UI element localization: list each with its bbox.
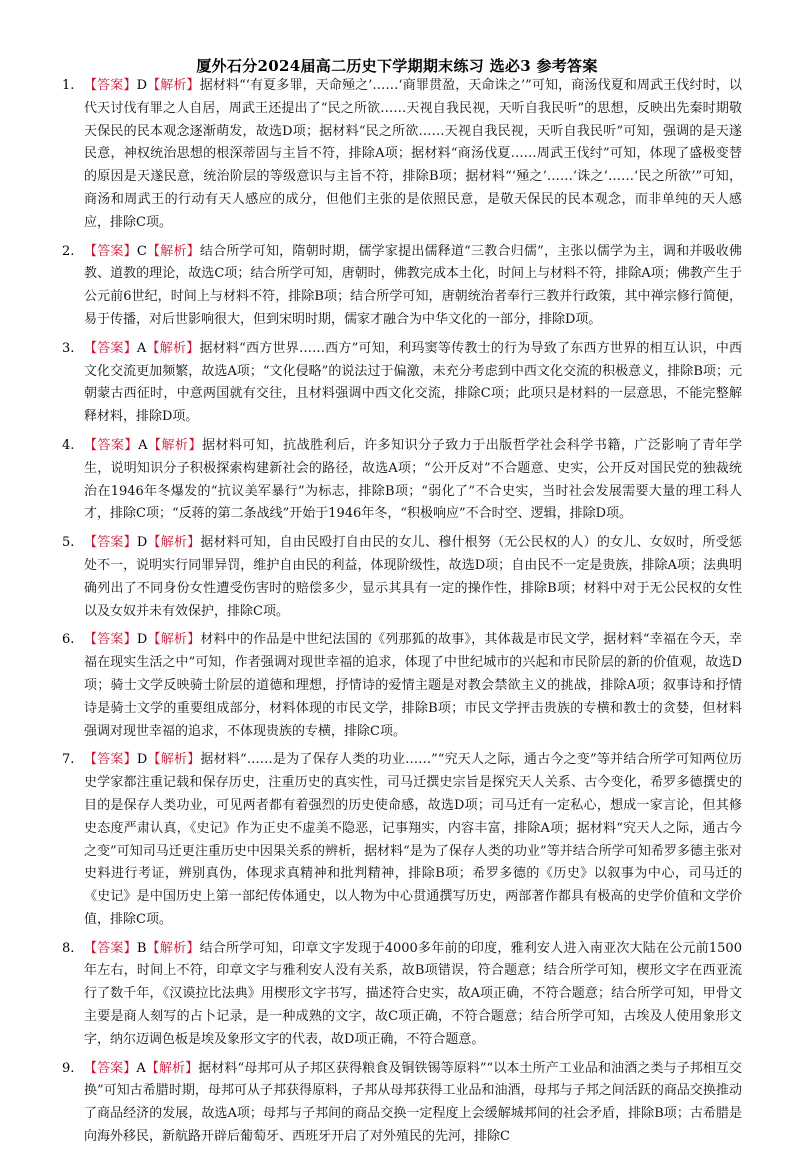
analysis-text: 据材料“母邦可从子邦区获得粮食及铜铁锡等原料”“以本土所产工业品和油酒之类与子邦相互交换”可知古希腊时期，母邦可从子邦获得原料，子邦从母邦获得工业品和油酒，母邦与子邦之间活跃的商品交换推动了商品经济的发展，故选A项；母邦与子邦间的商品交换一定程度上会缓解城邦间的社会矛盾，排除B项；古希腊是向海外移民，新航路开辟后葡萄牙、西班牙开启了对外殖民的先河，排除C <box>84 1060 742 1145</box>
analysis-tag: 【解析】 <box>146 243 200 259</box>
answer-item <box>62 749 742 931</box>
analysis-text: 据材料“‘有夏多罪，天命殛之’……‘商罪贯盈，天命诛之’”可知，商汤伐夏和周武王伐纣时，以代天讨伐有罪之人自居，周武王还提出了“民之所欲……天视自我民视，天听自我民听”的思想，反映出先秦时期敬天保民的民本观念逐渐萌发，故选D项；据材料“民之所欲……天视自我民视，天听自我民听”可知，强调的是天遂民意，神权统治思想的根深蒂固与主旨不符，排除A项；据材料“商汤伐夏……周武王伐纣”可知，体现了盛极变替的原因是天遂民意，统治阶层的等级意识与主旨不符，排除B项；据材料“‘殛之’……‘诛之’……‘民之所欲’”可知，商汤和周武王的行动有天人感应的成分，但他们主张的是依照民意，是敬天保民的民本观念，而非单纯的天人感应，排除C项。 <box>84 78 742 230</box>
item-number: 9. <box>62 1060 75 1076</box>
item-number: 1. <box>62 78 75 93</box>
analysis-tag: 【解析】 <box>147 752 201 768</box>
answer-list <box>62 75 742 1155</box>
answer-item <box>62 75 742 235</box>
answer-letter: C <box>136 243 147 259</box>
analysis-text: 结合所学可知，隋朝时期，儒学家提出儒释道“三教合归儒”，主张以儒学为主，调和并吸收佛教、道教的理论，故选C项；结合所学可知，唐朝时，佛教完成本土化，时间上与材料不符，排除A项；佛教产生于公元前6世纪，时间上与材料不符，排除B项；结合所学可知，唐朝统治者奉行三教并行政策，其中禅宗修行简便，易于传播，对后世影响很大，但到宋明时期，儒家才融合为中华文化的一部分，排除D项。 <box>84 243 742 327</box>
analysis-tag: 【解析】 <box>147 437 203 453</box>
answer-item <box>62 1058 742 1149</box>
item-number: 4. <box>62 437 75 453</box>
answer-tag: 【答案】 <box>84 1060 137 1076</box>
answer-item <box>62 241 742 332</box>
answer-tag: 【答案】 <box>84 632 137 648</box>
answer-tag: 【答案】 <box>84 340 137 356</box>
answer-letter: A <box>138 437 148 453</box>
answer-letter: A <box>136 1060 146 1076</box>
item-number: 3. <box>62 340 75 356</box>
answer-letter: D <box>136 535 148 551</box>
answer-item <box>62 435 742 526</box>
item-number: 5. <box>62 535 75 551</box>
answer-item <box>62 338 742 429</box>
analysis-text: 据材料可知，自由民殴打自由民的女儿、穆什根努（无公民权的人）的女儿、女奴时，所受惩处不一，说明实行同罪异罚，维护自由民的利益，体现阶级性，故选D项；自由民不一定是贵族，排除A项；法典明确列出了不同身份女性遭受伤害时的赔偿多少，显示其具有一定的操作性，排除B项；材料中对于无公民权的女性以及女奴并未有效保护，排除C项。 <box>84 535 742 619</box>
answer-tag: 【答案】 <box>84 243 137 259</box>
analysis-tag: 【解析】 <box>145 1060 199 1076</box>
item-number: 6. <box>62 632 75 648</box>
analysis-text: 据材料“西方世界……西方”可知，利玛窦等传教士的行为导致了东西方世界的相互认识，中西文化交流更加频繁，故选A项；“文化侵略”的说法过于偏激，未充分考虑到中西文化交流的积极意义，排除B项；元朝蒙古西征时，中意两国就有交往，且材料强调中西文化交流，排除C项；此项只是材料的一层意思，不能完整解释材料，排除D项。 <box>84 340 742 425</box>
answer-tag: 【答案】 <box>84 78 137 93</box>
answer-item <box>62 938 742 1052</box>
answer-letter: B <box>136 940 147 956</box>
analysis-tag: 【解析】 <box>147 78 200 93</box>
answer-tag: 【答案】 <box>84 535 137 551</box>
answer-tag: 【答案】 <box>84 940 137 956</box>
analysis-text: 据材料可知，抗战胜利后，许多知识分子致力于出版哲学社会科学书籍，广泛影响了青年学生，说明知识分子积极探索构建新社会的路径，故选A项；“公开反对”不合题意、史实，公开反对国民党的独裁统治在1946年冬爆发的“抗议美军暴行”为标志，排除B项；“弱化了”不合史实，当时社会发展需要大量的理工科人才，排除C项；“反蒋的第二条战线”开始于1946年冬，“积极响应”不合时空、逻辑，排除D项。 <box>84 437 742 522</box>
answer-item <box>62 532 742 623</box>
answer-letter: D <box>136 752 148 768</box>
answer-tag: 【答案】 <box>84 437 139 453</box>
analysis-text: 材料中的作品是中世纪法国的《列那狐的故事》，其体裁是市民文学，据材料“幸福在今天，幸福在现实生活之中”可知，作者强调对现世幸福的追求，体现了中世纪城市的兴起和市民阶层的新的价值观，故选D项；骑士文学反映骑士阶层的道德和理想，抒情诗的爱情主题是对教会禁欲主义的挑战，排除A项；叙事诗和抒情诗是骑士文学的重要组成部分，材料体现的市民文学，排除B项；市民文学抨击贵族的专横和教士的贪婪，但材料强调对现世幸福的追求，不体现贵族的专横，排除C项。 <box>84 632 742 739</box>
analysis-tag: 【解析】 <box>147 632 201 648</box>
page-title: 厦外石分2024届高二历史下学期期末练习 选必3 参考答案 <box>196 57 598 75</box>
analysis-tag: 【解析】 <box>147 535 201 551</box>
answer-letter: A <box>136 340 147 356</box>
answer-letter: D <box>136 78 147 93</box>
item-number: 2. <box>62 243 75 259</box>
analysis-tag: 【解析】 <box>146 940 200 956</box>
answer-item <box>62 629 742 743</box>
item-number: 8. <box>62 940 75 956</box>
analysis-tag: 【解析】 <box>146 340 200 356</box>
analysis-text: 据材料“……是为了保存人类的功业……”“究天人之际，通古今之变”等并结合所学可知两位历史学家都注重记载和保存历史，注重历史的真实性，司马迁撰史宗旨是探究天人关系、古今变化，希罗多德撰史的目的是保存人类功业，可见两者都有着强烈的历史使命感，故选D项；司马迁有一定私心，想成一家言论，但其修史态度严肃认真，《史记》作为正史不虚美不隐恶，记事翔实，内容丰富，排除A项；据材料“究天人之际，通古今之变”可知司马迁更注重历史中因果关系的辨析，据材料“是为了保存人类的功业”等并结合所学可知希罗多德主张对史料进行考证，辨别真伪，体现求真精神和批判精神，排除B项；希罗多德的《历史》以叙事为中心，司马迁的《史记》是中国历史上第一部纪传体通史，以人物为中心贯通撰写历史，两部著作都具有极高的史学价值和文学价值，排除C项。 <box>84 752 742 927</box>
analysis-text: 结合所学可知，印章文字发现于4000多年前的印度，雅利安人进入南亚次大陆在公元前1500年左右，时间上不符，印章文字与雅利安人没有关系，故B项错误，符合题意；结合所学可知，楔形文字在西亚流行了数千年，《汉谟拉比法典》用楔形文字书写，描述符合史实，故A项正确，不符合题意；结合所学可知，甲骨文主要是商人刻写的占卜记录，是一种成熟的文字，故C项正确，不符合题意；结合所学可知，古埃及人使用象形文字，纳尔迈调色板是埃及象形文字的代表，故D项正确，不符合题意。 <box>84 940 742 1047</box>
item-number: 7. <box>62 752 75 768</box>
answer-tag: 【答案】 <box>84 752 137 768</box>
answer-letter: D <box>136 632 148 648</box>
